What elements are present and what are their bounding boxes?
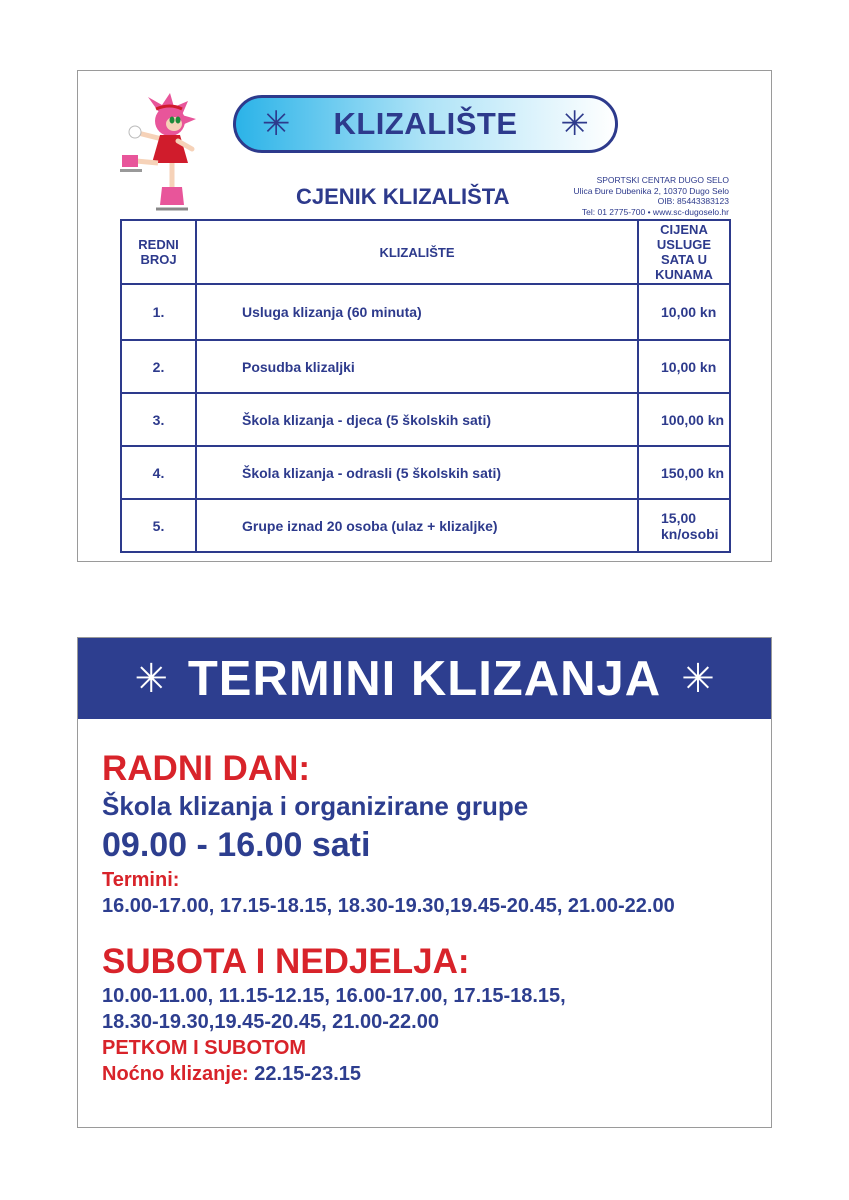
table-header-row <box>121 220 730 284</box>
weekday-terms: 16.00-17.00, 17.15-18.15, 18.30-19.30,19.45-20.45, 21.00-22.00 <box>102 895 675 917</box>
row-service: Škola klizanja - djeca (5 školskih sati) <box>196 393 638 446</box>
table-row <box>121 446 730 499</box>
terms-label: Termini: <box>102 869 180 891</box>
night-days: PETKOM I SUBOTOM <box>102 1037 307 1059</box>
row-number: 4. <box>121 446 196 499</box>
night-time: 22.15-23.15 <box>254 1063 362 1085</box>
row-price: 10,00 kn <box>638 340 730 393</box>
schedule-card <box>77 637 772 1128</box>
asterisk-icon: ✳ <box>134 656 168 701</box>
rink-title: KLIZALIŠTE <box>333 106 518 141</box>
price-list-title: CJENIK KLIZALIŠTA <box>296 184 510 209</box>
row-price: 150,00 kn <box>638 446 730 499</box>
row-price: 10,00 kn <box>638 284 730 340</box>
rink-title-banner <box>233 95 618 153</box>
schedule-title: TERMINI KLIZANJA <box>187 651 662 706</box>
schedule-body <box>102 748 762 1087</box>
school-line: Škola klizanja i organizirane grupe <box>102 791 529 821</box>
table-row <box>121 340 730 393</box>
weekday-heading: RADNI DAN: <box>102 749 311 788</box>
header-service: KLIZALIŠTE <box>196 220 638 284</box>
weekend-terms-line1: 10.00-11.00, 11.15-12.15, 16.00-17.00, 17.15-18.15, <box>102 985 566 1007</box>
price-card <box>77 70 772 562</box>
asterisk-icon: ✳ <box>681 656 715 701</box>
company-oib: OIB: 85443383123 <box>657 196 729 206</box>
row-service: Škola klizanja - odrasli (5 školskih sati) <box>196 446 638 499</box>
company-info <box>574 175 729 217</box>
table-row <box>121 499 730 552</box>
header-price: CIJENA USLUGE SATA U KUNAMA <box>638 220 730 284</box>
row-service: Posudba klizaljki <box>196 340 638 393</box>
row-price: 15,00 kn/osobi <box>638 499 730 552</box>
weekend-terms-line2: 18.30-19.30,19.45-20.45, 21.00-22.00 <box>102 1011 439 1033</box>
table-row <box>121 393 730 446</box>
row-price: 100,00 kn <box>638 393 730 446</box>
row-number: 5. <box>121 499 196 552</box>
weekend-heading: SUBOTA I NEDJELJA: <box>102 942 470 981</box>
header-number: REDNI BROJ <box>121 220 196 284</box>
skating-hedgehog-mascot-icon <box>118 93 208 217</box>
night-skating-line <box>102 1061 762 1087</box>
company-contact: Tel: 01 2775-700 • www.sc-dugoselo.hr <box>581 206 729 217</box>
asterisk-icon: ✳ <box>560 105 589 143</box>
company-address: Ulica Đure Dubenika 2, 10370 Dugo Selo <box>573 185 729 196</box>
row-number: 2. <box>121 340 196 393</box>
school-time: 09.00 - 16.00 sati <box>102 826 371 864</box>
row-number: 1. <box>121 284 196 340</box>
asterisk-icon: ✳ <box>262 105 291 143</box>
price-table <box>120 219 731 553</box>
schedule-banner <box>78 638 771 719</box>
night-label: Noćno klizanje: <box>102 1063 255 1085</box>
row-number: 3. <box>121 393 196 446</box>
row-service: Grupe iznad 20 osoba (ulaz + klizaljke) <box>196 499 638 552</box>
company-name: SPORTSKI CENTAR DUGO SELO <box>596 175 729 185</box>
table-row <box>121 284 730 340</box>
row-service: Usluga klizanja (60 minuta) <box>196 284 638 340</box>
